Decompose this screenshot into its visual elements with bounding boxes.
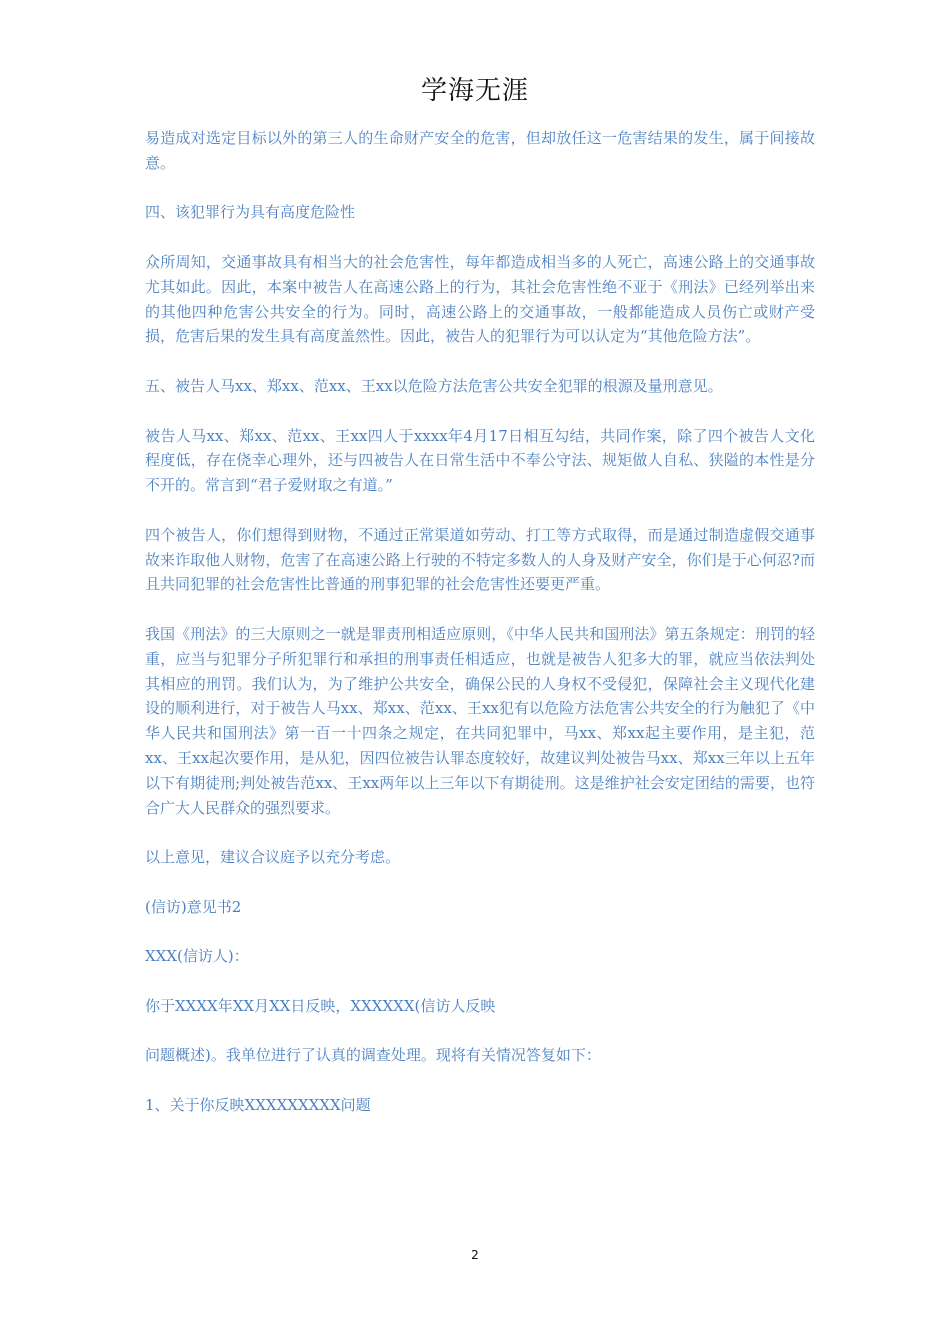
salutation: XXX(信访人)： <box>145 947 249 966</box>
list-item: 1、关于你反映XXXXXXXXX问题 <box>145 1096 371 1115</box>
document-subtitle: (信访)意见书2 <box>145 897 242 916</box>
section-heading: 五、被告人马xx、郑xx、范xx、王xx以危险方法危害公共安全犯罪的根源及量刑意见。 <box>145 376 723 395</box>
paragraph: 被告人马xx、郑xx、范xx、王xx四人于xxxx年4月17日相互勾结，共同作案，除了四个被告人文化程度低，存在侥幸心理外，还与四被告人在日常生活中不奉公守法、规矩做人自私、狭隘的本性是分不开的。常言到“君子爱财取之有道。” <box>145 426 815 495</box>
paragraph: 众所周知，交通事故具有相当大的社会危害性，每年都造成相当多的人死亡，高速公路上的交通事故尤其如此。因此，本案中被告人在高速公路上的行为，其社会危害性绝不亚于《刑法》已经列举出来的其他四种危害公共安全的行为。同时，高速公路上的交通事故，一般都能造成人员伤亡或财产受损，危害后果的发生具有高度盖然性。因此，被告人的犯罪行为可以认定为“其他危险方法”。 <box>145 252 815 346</box>
paragraph: 你于XXXX年XX月XX日反映，XXXXXX(信访人反映 <box>145 996 496 1015</box>
paragraph: 问题概述)。我单位进行了认真的调查处理。现将有关情况答复如下： <box>145 1046 601 1065</box>
section-heading: 四、该犯罪行为具有高度危险性 <box>145 203 356 222</box>
paragraph: 我国《刑法》的三大原则之一就是罪责刑相适应原则，《中华人民共和国刑法》第五条规定：刑罚的轻重，应当与犯罪分子所犯罪行和承担的刑事责任相适应，也就是被告人犯多大的罪，就应当依法判处其相应的刑罚。我们认为，为了维护公共安全，确保公民的人身权不受侵犯，保障社会主义现代化建设的顺利进行，对于被告人马xx、郑xx、范xx、王xx犯有以危险方法危害公共安全的行为触犯了《中华人民共和国刑法》第一百一十四条之规定，在共同犯罪中，马xx、郑xx起主要作用，是主犯，范xx、王xx起次要作用，是从犯，因四位被告认罪态度较好，故建议判处被告马xx、郑xx三年以上五年以下有期徒刑;判处被告范xx、王xx两年以上三年以下有期徒刑。这是维护社会安定团结的需要，也符合广大人民群众的强烈要求。 <box>145 624 815 817</box>
paragraph: 四个被告人，你们想得到财物，不通过正常渠道如劳动、打工等方式取得，而是通过制造虚假交通事故来诈取他人财物，危害了在高速公路上行驶的不特定多数人的人身及财产安全，你们是于心何忍?而且共同犯罪的社会危害性比普通的刑事犯罪的社会危害性还要更严重。 <box>145 525 815 594</box>
page-number: 2 <box>471 1248 479 1262</box>
page-header-title: 学海无涯 <box>420 76 529 106</box>
document-body <box>145 126 815 1143</box>
paragraph: 易造成对选定目标以外的第三人的生命财产安全的危害，但却放任这一危害结果的发生，属于间接故意。 <box>145 129 815 172</box>
paragraph: 以上意见，建议合议庭予以充分考虑。 <box>145 848 401 867</box>
